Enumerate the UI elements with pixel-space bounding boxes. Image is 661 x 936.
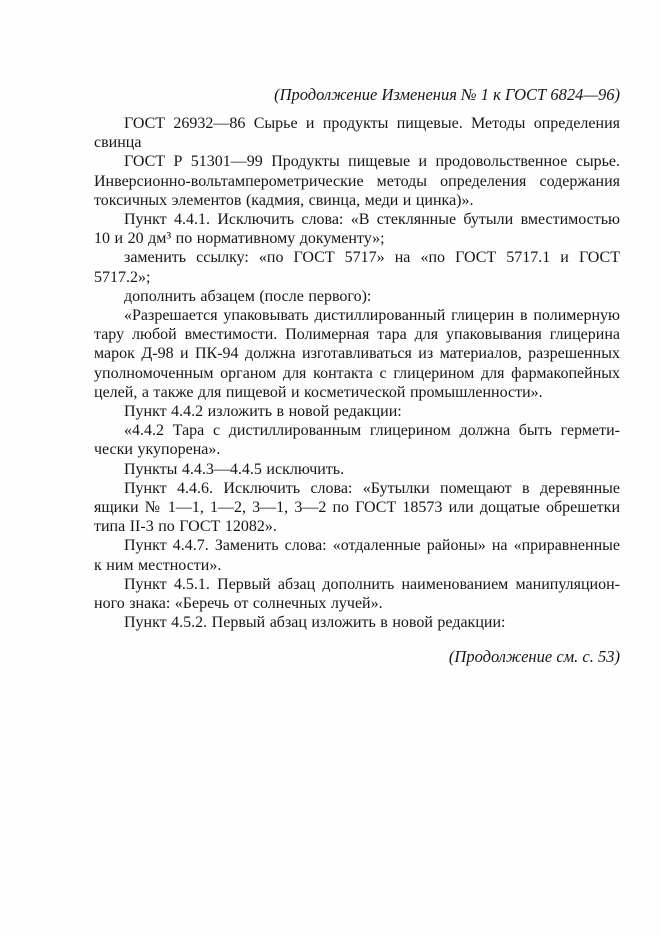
paragraph-punkty-4-4-3: Пункты 4.4.3—4.4.5 исключить. [124, 460, 345, 478]
paragraph-punkt-4-4-2: Пункт 4.4.2 изложить в новой редакции: [124, 403, 402, 421]
continuation-footer: (Продолжение см. с. 53) [448, 647, 620, 667]
paragraph-tara-germeticheski: «4.4.2 Тара с дистиллированным глицерином должна быть герметически укупорена». [94, 422, 620, 459]
paragraph-zamenit-ssylku: заменить ссылку: «по ГОСТ 5717» на «по ГОСТ 5717.1 и ГОСТ 5717.2»; [94, 249, 620, 286]
paragraph-razreshaetsya-upakovyvat: «Разрешается упаковывать дистиллированный глицерин в полимерную тару любой вместимости. Полимерная тара для упаковывания глицерина марок Д-98 и ПК-94 должна изготавливаться из материалов, разрешенных уполномоченным органом для контакта с глицерином для фармакопейных целей, а также для пищевой и косметической промышленности». [94, 307, 620, 401]
document-body [94, 114, 620, 632]
paragraph-punkt-4-4-7: Пункт 4.4.7. Заменить слова: «отдаленные районы» на «приравненные к ним местности». [94, 537, 620, 574]
paragraph-punkt-4-5-1: Пункт 4.5.1. Первый абзац дополнить наименованием манипуляционного знака: «Беречь от солнечных лучей». [94, 575, 620, 613]
paragraph-punkt-4-4-1: Пункт 4.4.1. Исключить слова: «В стеклянные бутыли вместимостью 10 и 20 дм³ по нормативному документу»; [94, 211, 620, 248]
paragraph-gost-r-51301: ГОСТ Р 51301—99 Продукты пищевые и продовольственное сырье. Инверсионно-вольтамперометрические методы определения содержания токсичных элементов (кадмия, свинца, меди и цинка)». [94, 153, 620, 209]
paragraph-punkt-4-4-6: Пункт 4.4.6. Исключить слова: «Бутылки помещают в деревянные ящики № 1—1, 1—2, 3—1, 3—2 по ГОСТ 18573 или дощатые обрешетки типа II-3 по ГОСТ 12082». [94, 479, 620, 536]
continuation-header: (Продолжение Изменения № 1 к ГОСТ 6824—96) [274, 85, 620, 104]
paragraph-dopolnit-abzacem: дополнить абзацем (после первого): [124, 287, 372, 305]
paragraph-gost-26932: ГОСТ 26932—86 Сырье и продукты пищевые. Методы определения свинца [94, 115, 620, 152]
paragraph-punkt-4-5-2: Пункт 4.5.2. Первый абзац изложить в новой редакции: [124, 614, 506, 632]
